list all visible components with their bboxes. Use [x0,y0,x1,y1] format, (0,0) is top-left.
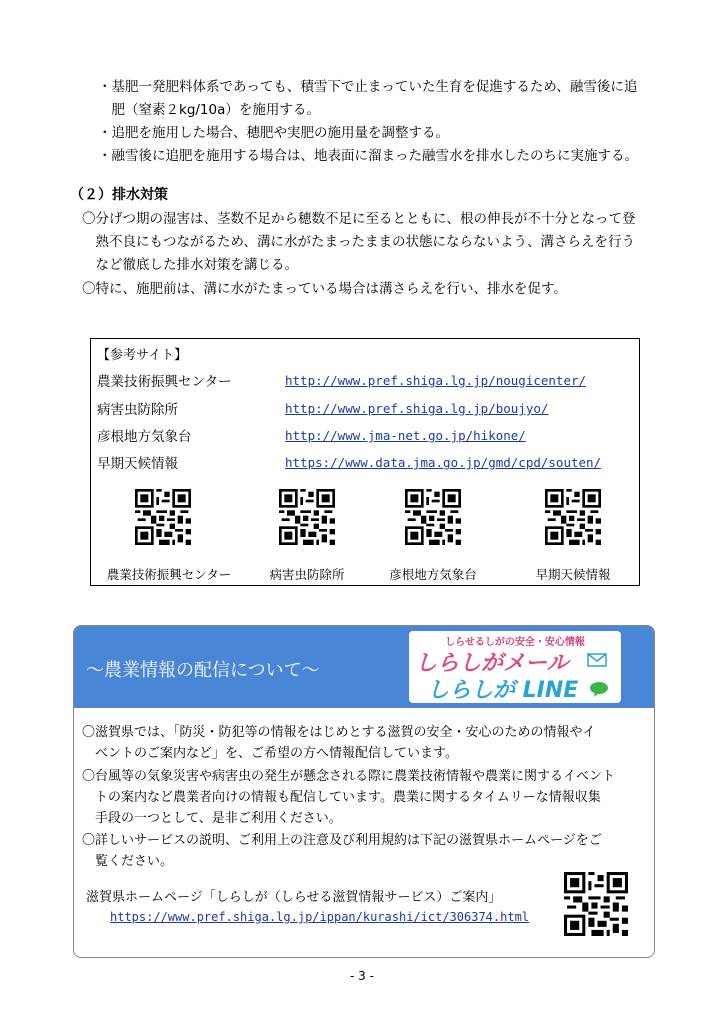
notice-line-6: 〇詳しいサービスの説明、ご利用上の注意及び利用規約は下記の滋賀県ホームページをご [82,833,602,848]
site-name-souten: 早期天候情報 [97,456,178,472]
qr-label-nougicenter: 農業技術振興センター [106,567,232,582]
site-name-hikone: 彦根地方気象台 [97,429,192,445]
site-link-hikone[interactable]: http://www.jma-net.go.jp/hikone/ [285,428,526,443]
notice-line-1: 〇滋賀県では、「防災・防犯等の情報をはじめとする滋賀の安全・安心のための情報やイ [82,725,596,740]
bullet-line-4: ・融雪後に追肥を施用する場合は、地表面に溜まった融雪水を排水したのちに実施する。 [98,148,638,164]
bullet-line-1: ・基肥一発肥料体系であっても、積雪下で止まっていた生育を促進するため、融雪後に追 [98,79,638,95]
qr-code-icon[interactable] [405,489,461,545]
drainage-line-4: 〇特に、施肥前は、溝に水がたまっている場合は溝さらえを行い、排水を促す。 [82,281,567,297]
qr-code-icon[interactable] [135,489,191,545]
site-link-souten[interactable]: https://www.data.jma.go.jp/gmd/cpd/souten/ [285,455,602,470]
qr-code-icon[interactable] [545,489,601,545]
qr-code-icon[interactable] [564,872,628,936]
notice-line-7: 覧ください。 [82,854,174,869]
qr-code-icon[interactable] [279,489,335,545]
page-number: - 3 - [350,969,374,983]
qr-label-boujyo: 病害虫防除所 [269,567,345,582]
notice-line-5: 手段の一つとして、是非ご利用ください。 [82,811,342,826]
reference-heading: 【参考サイト】 [97,348,188,363]
shirashiga-logo [409,631,621,703]
notice-banner [74,626,654,708]
notice-banner-title: ～農業情報の配信について～ [86,660,320,681]
notice-line-2: ベントのご案内など」を、ご希望の方へ情報配信しています。 [82,746,458,761]
homepage-label: 滋賀県ホームページ「しらしが（しらせる滋賀情報サービス）ご案内」 [86,890,502,905]
site-link-boujyo[interactable]: http://www.pref.shiga.lg.jp/boujyo/ [285,401,549,416]
homepage-link[interactable]: https://www.pref.shiga.lg.jp/ippan/kurashi/ict/306374.html [110,910,530,924]
reference-box [90,338,640,586]
logo-tagline: しらせるしがの安全・安心情報 [445,637,585,648]
section-heading-drainage: （２）排水対策 [70,187,168,203]
drainage-line-1: 〇分げつ期の湿害は、茎数不足から穂数不足に至るとともに、根の伸長が不十分となって登 [82,211,636,227]
bullet-line-3: ・追肥を施用した場合、穂肥や実肥の施用量を調整する。 [98,125,449,141]
logo-line-text: しらしが LINE [427,678,579,703]
notice-line-3: 〇台風等の気象災害や病害虫の発生が懸念される際に農業技術情報や農業に関するイベント [82,769,616,784]
notice-line-4: トの案内など農業者向けの情報も配信しています。農業に関するタイムリーな情報収集 [82,790,601,805]
site-name-boujyo: 病害虫防除所 [97,402,178,418]
envelope-icon [587,653,607,667]
notice-box [73,625,655,958]
site-name-nougicenter: 農業技術振興センター [97,374,232,390]
drainage-line-2: 熟不良にもつながるため、溝に水がたまったままの状態にならないよう、溝さらえを行う [82,234,635,250]
chat-bubble-icon [589,681,609,697]
qr-label-souten: 早期天候情報 [535,567,611,582]
drainage-line-3: など徹底した排水対策を講じる。 [82,257,298,273]
site-link-nougicenter[interactable]: http://www.pref.shiga.lg.jp/nougicenter/ [285,373,587,388]
bullet-line-2: 肥（窒素２kg/10a）を施用する。 [98,102,320,118]
qr-label-hikone: 彦根地方気象台 [389,567,477,582]
logo-mail-text: しらしがメール [415,651,569,676]
